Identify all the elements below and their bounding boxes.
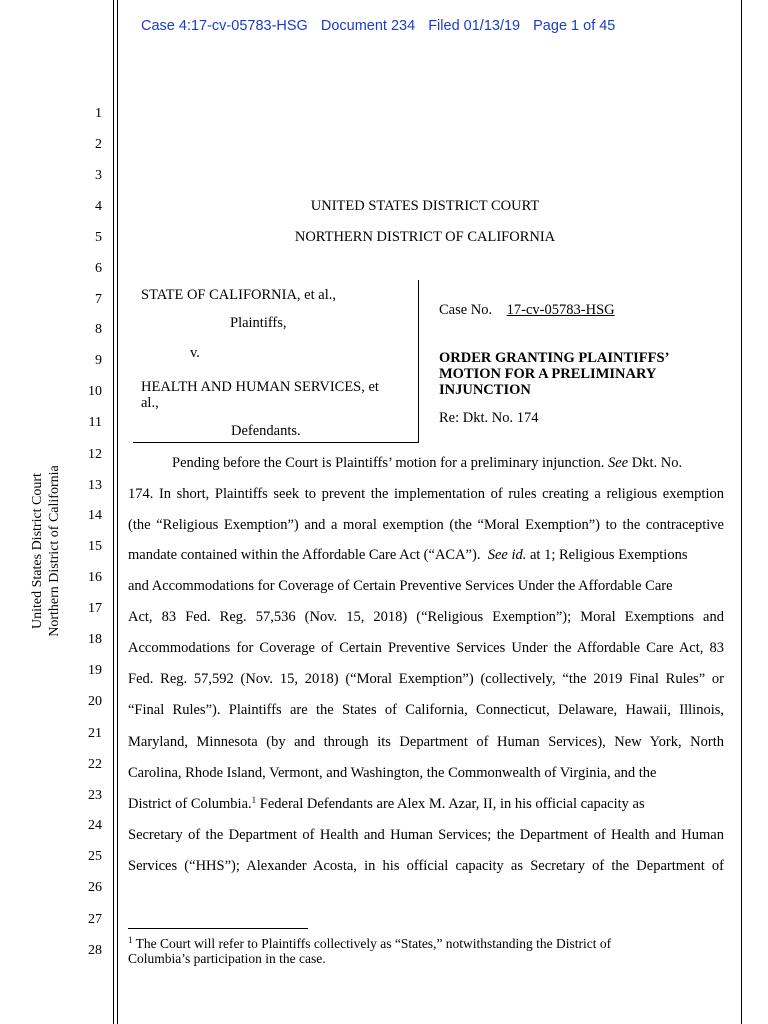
left-margin-rule-outer — [113, 0, 114, 1024]
line-number: 12 — [88, 447, 102, 462]
case-number-value: 17-cv-05783-HSG — [506, 302, 615, 318]
line-number: 21 — [88, 726, 102, 741]
body-line-2: 174. In short, Plaintiffs seek to prevent the implementation of rules creating a religious exemption — [128, 486, 724, 502]
footnote — [128, 936, 718, 966]
body-line-5: and Accommodations for Coverage of Certain Preventive Services Under the Affordable Care — [128, 578, 673, 594]
line-number: 15 — [88, 539, 102, 554]
line-number: 22 — [88, 757, 102, 772]
footnote-rule — [128, 928, 308, 929]
order-title-line-1: ORDER GRANTING PLAINTIFFS’ — [439, 350, 670, 366]
body-line-10: Maryland, Minnesota (by and through its Department of Human Services), New York, North — [128, 734, 724, 750]
line-number: 18 — [88, 632, 102, 647]
body-line-1: Pending before the Court is Plaintiffs’ motion for a preliminary injunction. See Dkt. No. — [172, 455, 683, 471]
body-line-8: Fed. Reg. 57,592 (Nov. 15, 2018) (“Moral Exemption”) (collectively, “the 2019 Final Rules” or — [128, 671, 724, 687]
body-line-14: Services (“HHS”); Alexander Acosta, in his official capacity as Secretary of the Department of — [128, 858, 724, 874]
line-number: 27 — [88, 912, 102, 927]
line-number: 6 — [95, 261, 102, 276]
case-number-line — [439, 302, 615, 319]
body-line-7: Accommodations for Coverage of Certain Preventive Services Under the Affordable Care Act, 83 — [128, 640, 724, 656]
case-number-label: Case No. — [439, 302, 493, 318]
court-district: NORTHERN DISTRICT OF CALIFORNIA — [294, 229, 556, 245]
order-title — [439, 350, 669, 398]
header-document-number: Document 234 — [320, 18, 416, 34]
footnote-line-2: Columbia’s participation in the case. — [128, 951, 326, 966]
side-label-line-1: United States District Court — [30, 473, 45, 629]
plaintiff-name: STATE OF CALIFORNIA, et al., — [141, 287, 336, 303]
left-margin-rule-inner — [117, 0, 118, 1024]
court-side-label — [29, 465, 63, 636]
line-number: 20 — [88, 694, 102, 709]
defendant-role: Defendants. — [231, 423, 301, 439]
plaintiff-role: Plaintiffs, — [230, 315, 287, 331]
footnote-mark: 1 — [128, 935, 133, 945]
body-line-3: (the “Religious Exemption”) and a moral exemption (the “Moral Exemption”) to the contraceptive — [128, 517, 724, 533]
line-number: 25 — [88, 849, 102, 864]
line-number: 1 — [95, 106, 102, 121]
footnote-line-1: $^1$ The Court will refer to Plaintiffs collectively as “States,” notwithstanding the District of — [128, 935, 612, 951]
line-number: 8 — [95, 322, 102, 337]
body-line-6: Act, 83 Fed. Reg. 57,536 (Nov. 15, 2018) (“Religious Exemption”); Moral Exemptions and — [128, 609, 724, 625]
line-number: 19 — [88, 663, 102, 678]
line-number: 28 — [88, 943, 102, 958]
defendant-name-line-1: HEALTH AND HUMAN SERVICES, et — [141, 379, 379, 395]
caption-divider-horizontal — [133, 442, 419, 443]
document-header — [141, 18, 624, 34]
docket-reference: Re: Dkt. No. 174 — [439, 410, 539, 426]
line-number: 23 — [88, 788, 102, 803]
header-filed-date: Filed 01/13/19 — [428, 18, 521, 34]
order-title-line-2: MOTION FOR A PRELIMINARY — [439, 366, 657, 382]
line-number: 5 — [95, 230, 102, 245]
order-title-line-3: INJUNCTION — [439, 382, 531, 398]
line-number: 3 — [95, 168, 102, 183]
line-number: 11 — [88, 415, 102, 430]
line-number: 7 — [95, 292, 102, 307]
body-line-4: mandate contained within the Affordable Care Act (“ACA”). See id. at 1; Religious Exemptions — [128, 547, 688, 563]
line-number: 17 — [88, 601, 102, 616]
line-number: 24 — [88, 818, 102, 833]
side-label-line-2: Northern District of California — [47, 465, 62, 637]
line-number: 10 — [88, 384, 102, 399]
defendant-name-line-2: al., — [141, 395, 159, 411]
line-number: 13 — [88, 478, 102, 493]
line-number: 14 — [88, 508, 102, 523]
header-case-number: Case 4:17-cv-05783-HSG — [141, 18, 308, 34]
header-page-number: Page 1 of 45 — [533, 18, 616, 34]
body-line-13: Secretary of the Department of Health and Human Services; the Department of Health and Human — [128, 827, 724, 843]
body-line-9: “Final Rules”). Plaintiffs are the States of California, Connecticut, Delaware, Hawaii, Illinois, — [128, 702, 724, 718]
court-name: UNITED STATES DISTRICT COURT — [310, 198, 540, 214]
line-number: 9 — [95, 353, 102, 368]
line-number: 26 — [88, 880, 102, 895]
body-line-11: Carolina, Rhode Island, Vermont, and Washington, the Commonwealth of Virginia, and the — [128, 765, 657, 781]
body-line-12: District of Columbia.$^1$ Federal Defendants are Alex M. Azar, II, in his official capacity as — [128, 795, 645, 812]
line-number: 4 — [95, 199, 102, 214]
line-number: 2 — [95, 137, 102, 152]
caption-divider-vertical — [418, 280, 419, 443]
footnote-reference: 1 — [251, 795, 257, 805]
versus: v. — [190, 345, 200, 361]
line-number: 16 — [88, 570, 102, 585]
right-margin-rule — [741, 0, 742, 1024]
